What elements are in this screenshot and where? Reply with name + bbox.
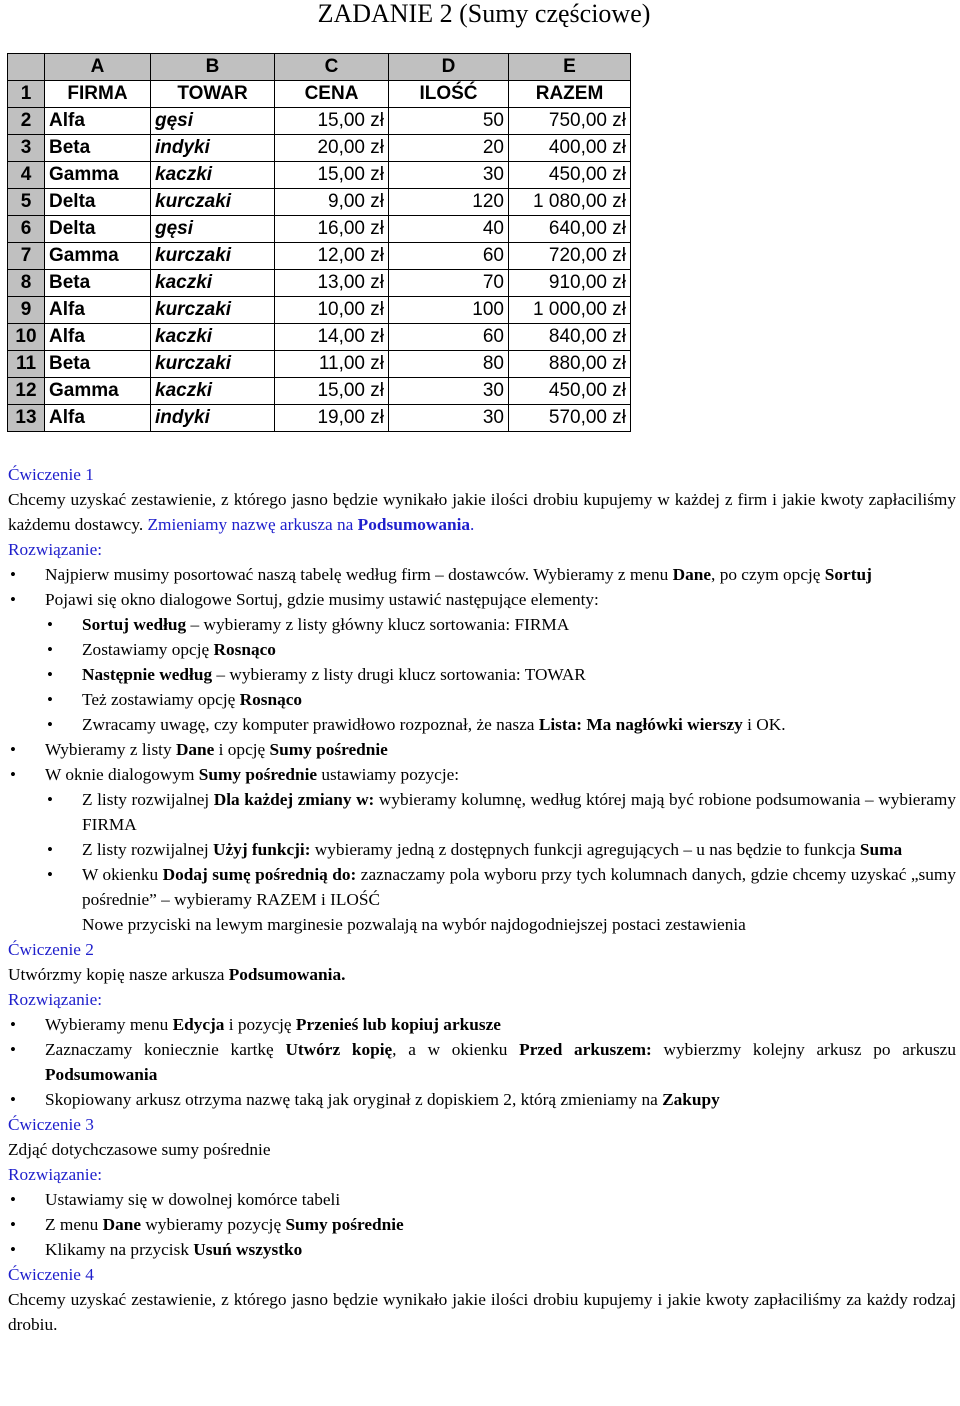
text-run: , po czym opcję <box>711 565 825 584</box>
corner-cell <box>8 54 45 81</box>
ex3-solution: Rozwiązanie: <box>8 1165 103 1184</box>
text-run: Dane <box>175 740 215 759</box>
text-run: Klikamy na przycisk <box>45 1240 194 1259</box>
towar-cell: kaczki <box>151 270 275 297</box>
cena-cell: 16,00 zł <box>275 216 389 243</box>
row-number: 12 <box>8 378 45 405</box>
row-number: 10 <box>8 324 45 351</box>
firma-cell: Beta <box>45 135 151 162</box>
text-run: Wybieramy menu <box>45 1015 173 1034</box>
towar-cell: kaczki <box>151 162 275 189</box>
table-row <box>8 378 631 405</box>
table-row <box>8 108 631 135</box>
text-run: Najpierw musimy posortować naszą tabelę według firm – dostawców. Wybieramy z menu <box>45 565 673 584</box>
ex4-heading: Ćwiczenie 4 <box>8 1265 94 1284</box>
ex3-intro: Zdjąć dotychczasowe sumy pośrednie <box>8 1140 271 1159</box>
towar-cell: kurczaki <box>151 351 275 378</box>
text-run: wybieramy pozycję <box>141 1215 286 1234</box>
page-title-text: ZADANIE 2 (Sumy częściowe) <box>317 0 651 28</box>
list-item <box>8 1037 956 1087</box>
list-item <box>8 1012 956 1037</box>
row-number: 2 <box>8 108 45 135</box>
razem-cell: 450,00 zł <box>509 378 631 405</box>
table-row <box>8 405 631 432</box>
row-number: 7 <box>8 243 45 270</box>
ex1-note: Nowe przyciski na lewym marginesie pozwalają na wybór najdogodniejszej postaci zestawienia <box>82 915 746 934</box>
text-run: Z listy rozwijalnej <box>82 840 214 859</box>
ex3-steps <box>8 1187 956 1262</box>
row-number: 13 <box>8 405 45 432</box>
ilosc-cell: 20 <box>389 135 509 162</box>
text-run: i pozycję <box>224 1015 296 1034</box>
row-number: 4 <box>8 162 45 189</box>
ex1-steps <box>8 562 956 912</box>
row-number: 11 <box>8 351 45 378</box>
text-run: Podsumowania. <box>228 965 346 984</box>
cena-cell: 20,00 zł <box>275 135 389 162</box>
header-cell: TOWAR <box>151 81 275 108</box>
table-row <box>8 270 631 297</box>
text-run: W oknie dialogowym <box>45 765 199 784</box>
ex2-solution: Rozwiązanie: <box>8 990 103 1009</box>
firma-cell: Gamma <box>45 378 151 405</box>
row-number: 1 <box>8 81 45 108</box>
text-run: Dodaj sumę pośrednią do: <box>162 865 357 884</box>
col-letter: E <box>509 54 631 81</box>
text-run: Sumy pośrednie <box>269 740 388 759</box>
text-run: Też zostawiamy opcję <box>82 690 240 709</box>
razem-cell: 840,00 zł <box>509 324 631 351</box>
table-row <box>8 324 631 351</box>
razem-cell: 720,00 zł <box>509 243 631 270</box>
text-run: Lista: Ma nagłówki wierszy <box>538 715 743 734</box>
ex2-heading: Ćwiczenie 2 <box>8 940 94 959</box>
text-run: Utwórz kopię <box>285 1040 393 1059</box>
spreadsheet-table <box>7 53 631 432</box>
text-run: Sortuj <box>824 565 872 584</box>
table-row <box>8 351 631 378</box>
ilosc-cell: 80 <box>389 351 509 378</box>
text-run: – wybieramy z listy główny klucz sortowania: FIRMA <box>186 615 570 634</box>
text-run: i OK. <box>742 715 786 734</box>
ilosc-cell: 120 <box>389 189 509 216</box>
razem-cell: 640,00 zł <box>509 216 631 243</box>
text-run: Zostawiamy opcję <box>82 640 214 659</box>
list-item <box>8 1237 956 1262</box>
razem-cell: 750,00 zł <box>509 108 631 135</box>
text-run: Suma <box>859 840 903 859</box>
ilosc-cell: 60 <box>389 324 509 351</box>
table-row <box>8 297 631 324</box>
list-item <box>8 787 956 837</box>
ex1-rename-end: . <box>470 515 475 534</box>
firma-cell: Alfa <box>45 324 151 351</box>
text-run: Zaznaczamy koniecznie kartkę <box>45 1040 286 1059</box>
text-run: Przed arkuszem: <box>519 1040 652 1059</box>
text-run: Dane <box>672 565 712 584</box>
text-run: zaznaczamy pola wyboru przy tych kolumnach danych, gdzie chcemy uzyskać „sumy pośrednie” – wybieramy RAZEM i ILOŚĆ <box>82 865 956 909</box>
text-run: Dla każdej zmiany w: <box>213 790 375 809</box>
ex1-subtotal-options <box>8 787 956 912</box>
text-run: wybieramy kolumnę, według której mają być robione podsumowania – wybieramy FIRMA <box>82 790 956 834</box>
row-number: 9 <box>8 297 45 324</box>
text-run: Z menu <box>45 1215 103 1234</box>
cena-cell: 15,00 zł <box>275 162 389 189</box>
text-run: Z listy rozwijalnej <box>82 790 214 809</box>
ilosc-cell: 30 <box>389 405 509 432</box>
table-row <box>8 135 631 162</box>
table-row <box>8 243 631 270</box>
cena-cell: 11,00 zł <box>275 351 389 378</box>
list-item <box>8 1087 956 1112</box>
cena-cell: 13,00 zł <box>275 270 389 297</box>
row-number: 3 <box>8 135 45 162</box>
razem-cell: 570,00 zł <box>509 405 631 432</box>
cena-cell: 15,00 zł <box>275 108 389 135</box>
razem-cell: 1 000,00 zł <box>509 297 631 324</box>
text-run: Sumy pośrednie <box>198 765 318 784</box>
ilosc-cell: 30 <box>389 378 509 405</box>
list-item <box>8 712 956 737</box>
text-run: Przenieś lub kopiuj arkusze <box>295 1015 501 1034</box>
cena-cell: 10,00 zł <box>275 297 389 324</box>
firma-cell: Alfa <box>45 108 151 135</box>
ilosc-cell: 50 <box>389 108 509 135</box>
column-letter-row <box>8 54 631 81</box>
cena-cell: 12,00 zł <box>275 243 389 270</box>
list-item <box>8 562 956 587</box>
list-item <box>8 837 956 862</box>
ex1-intro <box>8 487 956 537</box>
text-run: Rosnąco <box>239 690 303 709</box>
ex1-rename <box>148 515 475 534</box>
ilosc-cell: 40 <box>389 216 509 243</box>
page-title <box>0 0 960 30</box>
text-run: Utwórzmy kopię nasze arkusza <box>8 965 229 984</box>
firma-cell: Gamma <box>45 162 151 189</box>
ilosc-cell: 30 <box>389 162 509 189</box>
header-cell: ILOŚĆ <box>389 81 509 108</box>
text-run: Rosnąco <box>213 640 276 659</box>
ex1-sort-options <box>8 612 956 737</box>
towar-cell: kurczaki <box>151 243 275 270</box>
firma-cell: Beta <box>45 270 151 297</box>
list-item <box>8 762 956 912</box>
header-cell: RAZEM <box>509 81 631 108</box>
cena-cell: 15,00 zł <box>275 378 389 405</box>
text-run: Skopiowany arkusz otrzyma nazwę taką jak oryginał z dopiskiem 2, którą zmieniamy na <box>45 1090 663 1109</box>
table-row <box>8 216 631 243</box>
firma-cell: Gamma <box>45 243 151 270</box>
razem-cell: 880,00 zł <box>509 351 631 378</box>
text-run: Użyj funkcji: <box>213 840 311 859</box>
firma-cell: Delta <box>45 189 151 216</box>
cena-cell: 9,00 zł <box>275 189 389 216</box>
firma-cell: Delta <box>45 216 151 243</box>
document-body <box>8 462 956 1337</box>
towar-cell: indyki <box>151 135 275 162</box>
header-row <box>8 81 631 108</box>
towar-cell: kurczaki <box>151 297 275 324</box>
razem-cell: 1 080,00 zł <box>509 189 631 216</box>
text-run: Usuń wszystko <box>193 1240 303 1259</box>
text-run: Edycja <box>172 1015 225 1034</box>
ex2-steps <box>8 1012 956 1112</box>
text-run: Ustawiamy się w dowolnej komórce tabeli <box>45 1190 341 1209</box>
ilosc-cell: 60 <box>389 243 509 270</box>
ex1-solution: Rozwiązanie: <box>8 540 103 559</box>
ex2-intro <box>8 962 956 987</box>
ex1-rename-text: Zmieniamy nazwę arkusza na <box>147 515 358 534</box>
firma-cell: Alfa <box>45 297 151 324</box>
text-run: , a w okienku <box>392 1040 520 1059</box>
list-item <box>8 662 956 687</box>
ex1-heading: Ćwiczenie 1 <box>8 465 94 484</box>
list-item <box>8 637 956 662</box>
towar-cell: kaczki <box>151 378 275 405</box>
header-cell: CENA <box>275 81 389 108</box>
towar-cell: gęsi <box>151 108 275 135</box>
razem-cell: 400,00 zł <box>509 135 631 162</box>
text-run: Następnie według <box>82 665 213 684</box>
header-cell: FIRMA <box>45 81 151 108</box>
text-run: wybieramy jedną z dostępnych funkcji agregujących – u nas będzie to funkcja <box>310 840 860 859</box>
ex3-heading: Ćwiczenie 3 <box>8 1115 94 1134</box>
ilosc-cell: 100 <box>389 297 509 324</box>
towar-cell: indyki <box>151 405 275 432</box>
razem-cell: 910,00 zł <box>509 270 631 297</box>
ex4-intro: Chcemy uzyskać zestawienie, z którego jasno będzie wynikało jakie ilości drobiu kupujemy i jakie kwoty zapłaciliśmy za każdy rodzaj drobiu. <box>8 1290 956 1334</box>
firma-cell: Beta <box>45 351 151 378</box>
list-item <box>8 1187 956 1212</box>
row-number: 5 <box>8 189 45 216</box>
ex1-intro-text: Chcemy uzyskać zestawienie, z którego jasno będzie wynikało jakie ilości drobiu kupujemy w każdej z firm i jakie kwoty zapłaciliśmy każdemu dostawcy. <box>8 490 956 534</box>
list-item <box>8 587 956 737</box>
text-run: Wybieramy z listy <box>45 740 176 759</box>
table-body <box>8 108 631 432</box>
list-item <box>8 737 956 762</box>
ilosc-cell: 70 <box>389 270 509 297</box>
list-item <box>8 1212 956 1237</box>
text-run: Dane <box>102 1215 141 1234</box>
text-run: Sumy pośrednie <box>285 1215 404 1234</box>
text-run: ustawiamy pozycje: <box>317 765 460 784</box>
col-letter: B <box>151 54 275 81</box>
text-run: i opcję <box>214 740 270 759</box>
text-run: Podsumowania <box>45 1065 158 1084</box>
text-run: Zakupy <box>662 1090 720 1109</box>
table-row <box>8 189 631 216</box>
text-run: – wybieramy z listy drugi klucz sortowania: TOWAR <box>212 665 586 684</box>
towar-cell: gęsi <box>151 216 275 243</box>
text-run: Sortuj według <box>82 615 187 634</box>
col-letter: C <box>275 54 389 81</box>
firma-cell: Alfa <box>45 405 151 432</box>
text-run: W okienku <box>82 865 163 884</box>
text-run: Zwracamy uwagę, czy komputer prawidłowo rozpoznał, że nasza <box>82 715 539 734</box>
col-letter: A <box>45 54 151 81</box>
row-number: 8 <box>8 270 45 297</box>
list-item <box>8 612 956 637</box>
towar-cell: kaczki <box>151 324 275 351</box>
cena-cell: 19,00 zł <box>275 405 389 432</box>
list-item <box>8 687 956 712</box>
row-number: 6 <box>8 216 45 243</box>
cena-cell: 14,00 zł <box>275 324 389 351</box>
col-letter: D <box>389 54 509 81</box>
text-run: wybierzmy kolejny arkusz po arkuszu <box>651 1040 956 1059</box>
list-item <box>8 862 956 912</box>
table-row <box>8 162 631 189</box>
towar-cell: kurczaki <box>151 189 275 216</box>
text-run: Pojawi się okno dialogowe Sortuj, gdzie musimy ustawić następujące elementy: <box>45 590 599 609</box>
ex1-rename-bold: Podsumowania <box>357 515 471 534</box>
razem-cell: 450,00 zł <box>509 162 631 189</box>
